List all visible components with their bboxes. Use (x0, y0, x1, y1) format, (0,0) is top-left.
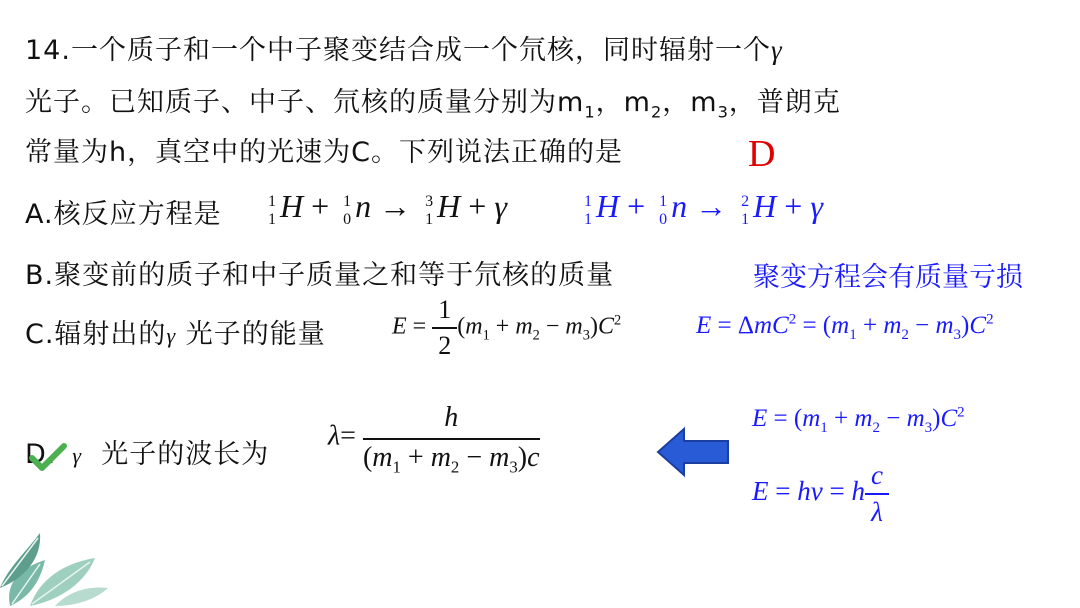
derivation-energy: $E = (m_1 + m_2 - m_3)C^2$ (752, 404, 965, 436)
question-line-1: 14.一个质子和一个中子聚变结合成一个氘核，同时辐射一个γ (25, 35, 783, 66)
option-d-label: D. γ 光子的波长为 (25, 439, 270, 470)
option-c-formula: E = $\frac{1}{2}$ $(m_1 + m_2 - m_3)C^2$ (392, 295, 622, 360)
leaf-decoration-icon (0, 528, 110, 608)
question-line-2: 光子。已知质子、中子、氘核的质量分别为$m_1$，$m_2$，$m_3$，普朗克 (25, 87, 841, 122)
option-b-note: 聚变方程会有质量亏损 (753, 262, 1023, 293)
derivation-photon: E = hν = h $\frac{c}{\lambda}$ (752, 460, 889, 528)
option-a-equation: 1 1 H + 1 0 n → 3 1 H + γ (268, 188, 507, 228)
question-line-3: 常量为h，真空中的光速为C。下列说法正确的是 (25, 137, 623, 168)
answer-mark: D (748, 133, 776, 175)
check-icon (28, 442, 68, 474)
option-a-correction: 1 1 H + 1 0 n → 2 1 H + γ (584, 188, 823, 228)
option-a-label: A.核反应方程是 (25, 199, 222, 230)
option-b-label: B.聚变前的质子和中子质量之和等于氘核的质量 (25, 260, 615, 291)
option-c-label: C.辐射出的γ 光子的能量 (25, 319, 326, 350)
option-c-correction: $E = \Delta mC^2 = (m_1 + m_2 - m_3)C^2$ (696, 311, 994, 343)
option-d-formula: λ= $\frac{h}{(m_1 + m_2 - m_3)c}$ (328, 402, 540, 477)
arrow-left-icon (656, 426, 730, 478)
